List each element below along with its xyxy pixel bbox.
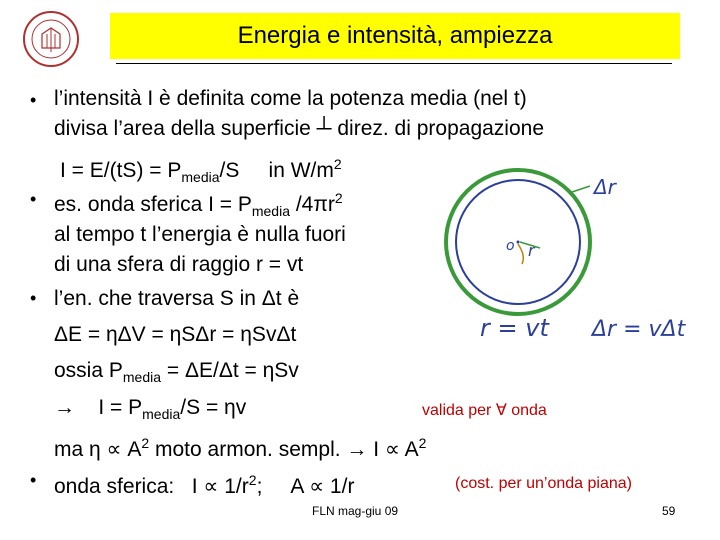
text-line-10: [54, 396, 246, 426]
title-bar: [110, 13, 680, 59]
note-valid-any-wave: [422, 399, 547, 423]
l11sup2: 2: [418, 435, 427, 451]
text-line-11: [54, 431, 426, 462]
l4b: /4πr: [290, 193, 335, 216]
l11sup: 2: [141, 435, 150, 451]
line-2c: direz. di propagazione: [331, 117, 545, 140]
text-line-4: [54, 186, 343, 223]
l8: ΔE = ηΔV = ηSΔr = ηSvΔt: [54, 323, 297, 346]
l12sup: 2: [248, 472, 257, 488]
l6: di una sfera di raggio r = vt: [54, 253, 304, 276]
text-line-2: [54, 117, 544, 141]
delta-r-label: Δr: [594, 175, 616, 199]
r-equals-vt-label: r = vt: [480, 314, 549, 342]
page-number: 59: [662, 504, 676, 518]
origin-point: [517, 241, 520, 244]
text-line-6: [54, 253, 303, 277]
l4sub: media: [251, 203, 290, 220]
radius-label: r: [528, 241, 535, 260]
l3sub: media: [181, 169, 220, 186]
l5: al tempo t l’energia è nulla fuori: [54, 223, 346, 246]
radius-curl: [518, 244, 523, 264]
slide-title: Energia e intensità, ampiezza: [237, 22, 553, 49]
l9a: ossia P: [54, 359, 123, 382]
bullet-1: •: [30, 90, 37, 110]
l7: l’en. che traversa S in Δt è: [54, 287, 300, 310]
l10note: valida per ∀ onda: [422, 402, 547, 419]
spherical-wave-diagram: [436, 160, 710, 348]
text-line-7: [54, 287, 299, 311]
l12a: onda sferica: I ∝ 1/r: [54, 475, 249, 498]
bullet-2: •: [30, 189, 37, 209]
text-line-8: [54, 323, 296, 347]
l12b: ; A ∝ 1/r: [256, 475, 355, 498]
text-line-9: [54, 359, 299, 389]
l12note: (cost. per un’onda piana): [455, 475, 632, 492]
l10a: → I = P: [54, 396, 143, 419]
bullet-4: •: [30, 470, 37, 490]
note-plane-wave: [455, 472, 632, 496]
bullet-3: •: [30, 288, 37, 308]
perpendicular-symbol: ┴: [316, 117, 332, 140]
line-2a: divisa l’area della superficie: [54, 117, 317, 140]
l9b: = ΔE/Δt = ηSv: [161, 359, 299, 382]
l3b: /S in W/m: [219, 159, 334, 182]
delta-r-equals-label: Δr = vΔt: [592, 317, 686, 342]
title-underline: [116, 63, 672, 64]
university-seal-logo: [22, 8, 80, 70]
l11b: moto armon. sempl. → I ∝ A: [149, 438, 419, 461]
l10sub: media: [142, 406, 181, 423]
text-line-1: [54, 87, 527, 111]
line-1-text: l’intensità I è definita come la potenza media (nel t): [54, 87, 527, 110]
text-line-12: [54, 468, 354, 499]
delta-r-arrow: [572, 186, 590, 192]
l4sup: 2: [334, 190, 343, 206]
footer-course: FLN mag-giu 09: [312, 504, 399, 518]
l3sup: 2: [333, 156, 342, 172]
l4a: es. onda sferica I = P: [54, 193, 252, 216]
l10b: /S = ηv: [180, 396, 247, 419]
l9sub: media: [122, 369, 162, 386]
origin-label: o: [506, 238, 515, 254]
text-line-5: [54, 223, 346, 247]
formula-intensity: [60, 152, 342, 189]
l11a: ma η ∝ A: [54, 438, 142, 461]
l3a: I = E/(tS) = P: [60, 159, 182, 182]
